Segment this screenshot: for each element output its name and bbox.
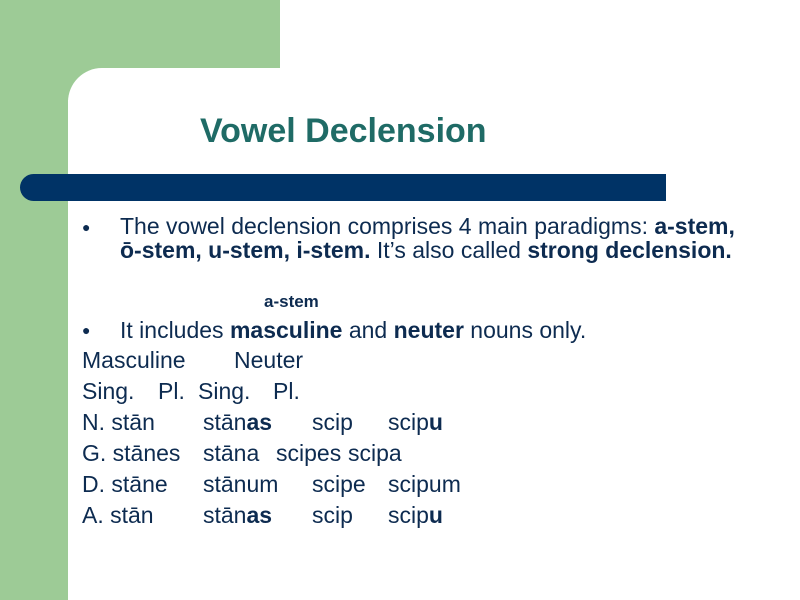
row-masc-plural	[203, 502, 272, 529]
row-neut-plural	[388, 409, 443, 436]
row-neut-singular: scip	[312, 502, 353, 528]
number-label: Sing.	[82, 378, 135, 404]
number-label: Sing.	[198, 378, 251, 404]
row-case-form: N. stān	[82, 409, 155, 435]
bullet-paragraph-2	[120, 317, 586, 344]
masculine-term: masculine	[229, 317, 343, 343]
subheading-a-stem: a-stem	[264, 292, 319, 311]
row-case-form: D. stāne	[82, 471, 168, 497]
row-neut-plural: scipum	[388, 471, 461, 497]
bullet-paragraph-1	[120, 214, 740, 262]
paradigm-list: a-stem, ō-stem, u-stem, i-stem.	[120, 213, 735, 263]
paragraph-text: It’s also called	[370, 237, 528, 263]
slide-title: Vowel Declension	[200, 112, 487, 150]
word-ending: as	[246, 502, 273, 528]
strong-declension-term: strong declension.	[527, 237, 732, 263]
paragraph-text: The vowel declension comprises 4 main paradigms:	[120, 213, 655, 239]
row-masc-plural: stāna	[203, 440, 260, 466]
word-stem: scip	[388, 502, 429, 528]
row-neut-singular: scipe	[312, 471, 366, 497]
row-neut-plural: scipa	[348, 440, 402, 466]
row-neut-singular: scip	[312, 409, 353, 435]
word-stem: scip	[388, 409, 429, 435]
header-masculine: Masculine	[82, 347, 186, 373]
paragraph-text: It includes	[120, 317, 230, 343]
neuter-term: neuter	[393, 317, 464, 343]
bullet-icon: ●	[82, 219, 91, 235]
header-neuter: Neuter	[234, 347, 304, 373]
word-ending: u	[428, 502, 443, 528]
word-ending: u	[428, 409, 443, 435]
number-label: Pl.	[158, 378, 185, 404]
row-masc-plural: stānum	[203, 471, 279, 497]
row-case-form: A. stān	[82, 502, 154, 528]
word-ending: as	[246, 409, 273, 435]
paragraph-text: nouns only.	[463, 317, 587, 343]
row-neut-plural	[388, 502, 443, 529]
word-stem: stān	[203, 502, 247, 528]
word-stem: stān	[203, 409, 247, 435]
row-neut-singular: scipes	[276, 440, 342, 466]
row-masc-plural	[203, 409, 272, 436]
bullet-icon: ●	[82, 322, 91, 338]
row-case-form: G. stānes	[82, 440, 181, 466]
number-label: Pl.	[273, 378, 300, 404]
paragraph-text: and	[342, 317, 394, 343]
